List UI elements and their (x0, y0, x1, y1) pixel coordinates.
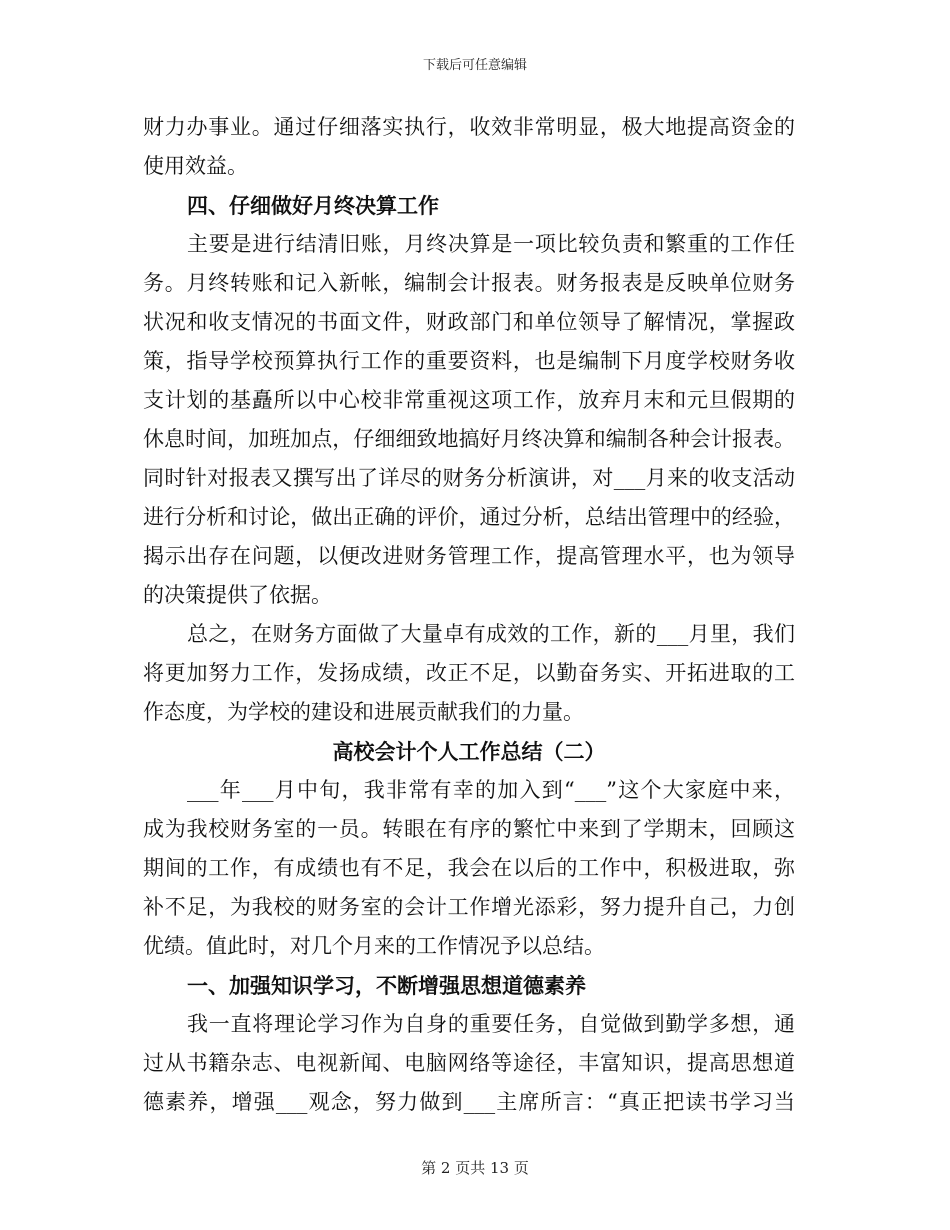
text-line: 主要是进行结清旧账，月终决算是一项比较负责和繁重的工作任 (187, 232, 795, 256)
text-line: 我一直将理论学习作为自身的重要任务，自觉做到勤学多想，通 (187, 1012, 795, 1036)
text-line: 揭示出存在问题，以便改进财务管理工作，提高管理水平，也为领导 (143, 544, 795, 568)
section-heading: 一、加强知识学习，不断增强思想道德素养 (187, 973, 586, 998)
page-header-note: 下载后可任意编辑 (422, 58, 527, 73)
text-line: 休息时间，加班加点，仔细细致地搞好月终决算和编制各种会计报表。 (143, 427, 795, 451)
text-line: 的决策提供了依据。 (143, 583, 332, 607)
text-line: 策，指导学校预算执行工作的重要资料，也是编制下月度学校财务收 (143, 349, 795, 373)
text-line: 务。月终转账和记入新帐，编制会计报表。财务报表是反映单位财务 (143, 271, 795, 295)
text-line: ___年___月中旬，我非常有幸的加入到“___”这个大家庭中来， (187, 778, 795, 802)
text-line: 将更加努力工作，发扬成绩，改正不足，以勤奋务实、开拓进取的工 (143, 661, 795, 685)
text-line: 总之，在财务方面做了大量卓有成效的工作，新的___月里，我们 (187, 622, 795, 646)
text-line: 期间的工作，有成绩也有不足，我会在以后的工作中，积极进取，弥 (143, 856, 795, 880)
text-line: 支计划的基矗所以中心校非常重视这项工作，放弃月末和元旦假期的 (143, 388, 795, 412)
document-body (143, 108, 795, 1122)
text-line: 使用效益。 (143, 154, 248, 178)
text-line: 过从书籍杂志、电视新闻、电脑网络等途径，丰富知识，提高思想道 (143, 1051, 795, 1075)
text-line: 优绩。值此时，对几个月来的工作情况予以总结。 (143, 934, 605, 958)
text-line: 同时针对报表又撰写出了详尽的财务分析演讲，对___月来的收支活动 (143, 466, 795, 490)
document-title: 高校会计个人工作总结（二） (332, 739, 606, 764)
text-line: 成为我校财务室的一员。转眼在有序的繁忙中来到了学期末，回顾这 (143, 817, 795, 841)
section-heading: 四、仔细做好月终决算工作 (187, 193, 439, 218)
text-line: 作态度，为学校的建设和进展贡献我们的力量。 (143, 700, 584, 724)
text-line: 补不足，为我校的财务室的会计工作增光添彩，努力提升自己，力创 (143, 895, 795, 919)
text-line: 状况和收支情况的书面文件，财政部门和单位领导了解情况，掌握政 (143, 310, 795, 334)
page-number: 第 2 页共 13 页 (421, 1159, 529, 1177)
text-line: 德素养，增强___观念，努力做到___主席所言：“真正把读书学习当 (143, 1090, 795, 1114)
text-line: 进行分析和讨论，做出正确的评价，通过分析，总结出管理中的经验， (143, 505, 795, 529)
text-line: 财力办事业。通过仔细落实执行，收效非常明显，极大地提高资金的 (143, 115, 795, 139)
